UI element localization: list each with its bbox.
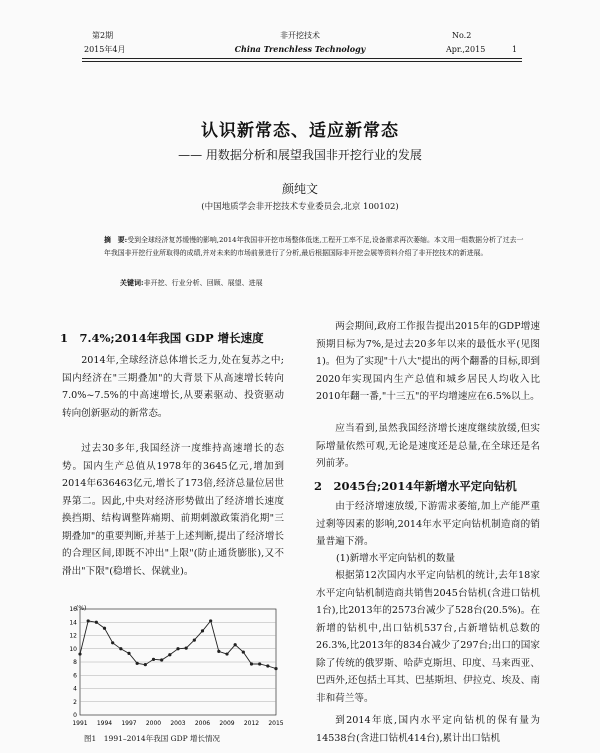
data-point (274, 667, 277, 670)
keywords-label: 关键词: (120, 278, 144, 287)
data-point (95, 621, 98, 624)
data-point (266, 664, 269, 667)
data-point (225, 652, 228, 655)
data-point (201, 629, 204, 632)
section-2-para-2: 根据第12次国内水平定向钻机的统计,去年18家水平定向钻机制造商共销售2045台钻机(含进口钻机1台),比2013年的2573台减少了528台(20.5%)。在新增的钻机中,出口钻机537台,占新增钻机总数的26.3%,比2013年的834台减少了297台;出口的国家除了传统的俄罗斯、哈萨克斯坦、印度、马来西亚、巴西外,还包括土耳其、巴基斯坦、伊拉克、埃及、南非和荷兰等。 (316, 570, 540, 704)
keywords-text: 非开挖、行业分析、回顾、展望、进展 (143, 279, 263, 287)
section-2-para-3: 到2014年底,国内水平定向钻机的保有量为14538台(含进口钻机414台),累计出口钻机 (316, 715, 540, 744)
x-tick-label: 2015 (268, 720, 284, 727)
data-point (250, 662, 253, 665)
data-point (127, 652, 130, 655)
y-tick-label: 10 (69, 645, 77, 653)
series-line (80, 621, 276, 669)
section-1-para-1: 2014年,全球经济总体增长乏力,处在复苏之中;国内经济在"三期叠加"的大背景下从高速增长转向7.0%~7.5%的中高速增长,从要素驱动、投资驱动转向创新驱动的新常态。 (62, 355, 284, 419)
header-journal-cn: 非开挖技术 (280, 31, 320, 40)
x-tick-label: 2006 (194, 720, 211, 727)
paper-subtitle: —— 用数据分析和展望我国非开挖行业的发展 (178, 148, 422, 162)
right-para-2: 应当看到,虽然我国经济增长速度继续放缓,但实际增量依然可观,无论是速度还是总量,在全球还是名列前茅。 (316, 423, 540, 469)
y-tick-label: 16 (69, 606, 77, 613)
header-date-cn: 2015年4月 (84, 45, 126, 54)
gdp-growth-chart (62, 603, 284, 728)
data-point (136, 662, 139, 665)
abstract-text: 受到全球经济复苏缓慢的影响,2014年我国非开挖市场整体低迷,工程开工率不足,设备需求再次萎缩。本文用一组数据分析了过去一年我国非开挖行业所取得的成绩,并对未来的市场前景进行了分析,最后根据国际非开挖会展等资料介绍了非开挖技术的新进展。 (104, 236, 524, 257)
section-1-para-2: 过去30多年,我国经济一度维持高速增长的态势。国内生产总值从1978年的3645亿元,增加到2014年636463亿元,增长了173倍,经济总量位居世界第二。因此,中央对经济形势做出了经济增长速度换挡期、结构调整阵痛期、前期刺激政策消化期"三期叠加"的重要判断,并基于上述判断,提出了经济增长的合理区间,即既不冲出"上限"(防止通货膨胀),又不滑出"下限"(稳增长、保就业)。 (62, 443, 284, 577)
data-point (111, 641, 114, 644)
x-tick-label: 1991 (72, 720, 88, 727)
x-tick-label: 2003 (170, 720, 186, 727)
x-tick-label: 1997 (121, 720, 137, 727)
author: 颜纯文 (281, 182, 318, 196)
data-point (144, 663, 147, 666)
data-point (168, 653, 171, 656)
data-point (234, 643, 237, 646)
y-tick-label: 12 (69, 632, 77, 640)
right-para-1: 两会期间,政府工作报告提出2015年的GDP增速预期目标为7%,是过去20多年以来的最低水平(见图1)。但为了实现"十八大"提出的两个翻番的目标,即到2020年实现国内生产总值和城乡居民人均收入比2010年翻一番,"十三五"的平均增速应在6.5%以上。 (316, 321, 540, 402)
data-point (258, 662, 261, 665)
header-no: No.2 (452, 31, 472, 40)
section-2-para-1: 由于经济增速放缓,下游需求萎缩,加上产能严重过剩等因素的影响,2014年水平定向钻机制造商的销量普遍下滑。 (316, 501, 540, 547)
y-tick-label: 2 (73, 698, 77, 706)
paper-title: 认识新常态、适应新常态 (201, 121, 399, 141)
y-tick-label: 14 (69, 619, 77, 627)
data-point (160, 658, 163, 661)
section-1-heading: 1 7.4%;2014年我国 GDP 增长速度 (60, 331, 264, 345)
x-tick-label: 1994 (96, 720, 113, 727)
x-tick-label: 2009 (219, 720, 235, 727)
data-point (185, 646, 188, 649)
data-point (119, 647, 122, 650)
y-tick-label: 6 (73, 672, 77, 680)
data-point (242, 650, 245, 653)
abstract (104, 234, 524, 260)
section-2-heading: 2 2045台;2014年新增水平定向钻机 (314, 479, 517, 493)
abstract-label: 摘 要: (104, 236, 128, 244)
y-tick-label: 8 (73, 659, 77, 666)
keywords (120, 278, 520, 288)
figure-caption: 图1 1991–2014年我国 GDP 增长情况 (84, 734, 221, 743)
header-rule-2 (82, 61, 522, 62)
data-point (193, 639, 196, 642)
x-tick-label: 2000 (145, 720, 162, 727)
data-point (87, 619, 90, 622)
x-tick-label: 2012 (243, 720, 260, 727)
data-point (152, 658, 155, 661)
header-date-en: Apr.,2015 (446, 45, 486, 54)
y-tick-label: 0 (73, 712, 77, 719)
header-rule (82, 58, 522, 59)
page-number: 1 (512, 45, 518, 54)
data-point (217, 650, 220, 653)
y-tick-label: 4 (73, 685, 77, 693)
data-point (103, 627, 106, 630)
affiliation: (中国地质学会非开挖技术专业委员会,北京 100102) (201, 202, 399, 212)
header-issue: 第2期 (92, 31, 114, 40)
data-point (78, 652, 81, 655)
subsection-1-heading: (1)新增水平定向钻机的数量 (336, 553, 456, 564)
chart-ylabel: (%) (76, 605, 87, 612)
header-journal-en: China Trenchless Technology (234, 44, 366, 54)
data-point (209, 619, 212, 622)
data-point (176, 647, 179, 650)
